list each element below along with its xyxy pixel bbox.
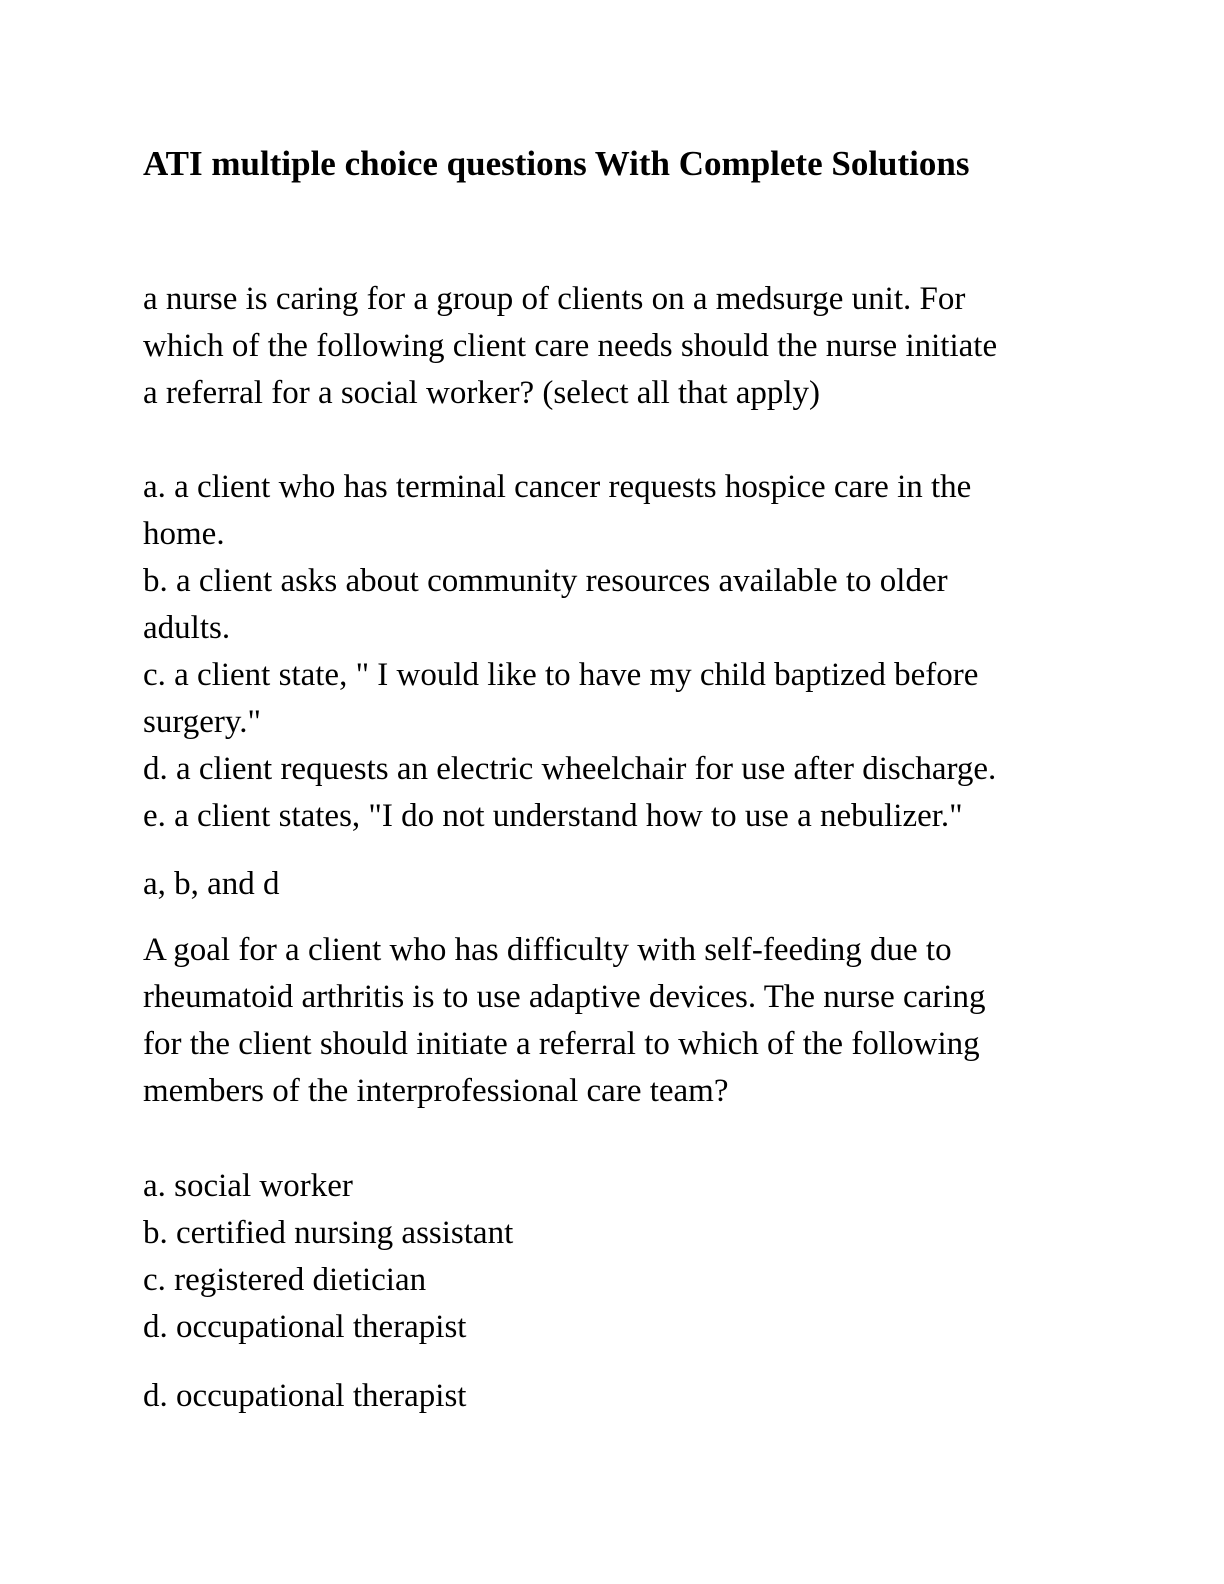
question-1-answer xyxy=(143,861,1083,908)
question-1-prompt-line: a referral for a social worker? (select all that apply) xyxy=(143,375,821,411)
question-2-prompt-line: for the client should initiate a referral to which of the following xyxy=(143,1026,980,1062)
question-1-options xyxy=(143,464,1083,840)
question-1-prompt-line: which of the following client care needs should the nurse initiate xyxy=(143,328,998,364)
question-1-option-line: b. a client asks about community resources available to older xyxy=(143,563,948,599)
question-2-options xyxy=(143,1163,1083,1351)
question-1-option-line: d. a client requests an electric wheelchair for use after discharge. xyxy=(143,751,997,787)
question-1-option-line: e. a client states, "I do not understand how to use a nebulizer." xyxy=(143,798,963,834)
question-2-option-line: d. occupational therapist xyxy=(143,1309,467,1345)
question-2-prompt-line: A goal for a client who has difficulty with self-feeding due to xyxy=(143,932,952,968)
question-2-prompt-line: members of the interprofessional care team? xyxy=(143,1073,729,1109)
question-2-prompt xyxy=(143,927,1083,1115)
question-2-option-line: b. certified nursing assistant xyxy=(143,1215,514,1251)
question-1-prompt-line: a nurse is caring for a group of clients on a medsurge unit. For xyxy=(143,281,966,317)
question-1-prompt xyxy=(143,276,1083,417)
question-2-answer xyxy=(143,1373,1083,1420)
question-2-prompt-line: rheumatoid arthritis is to use adaptive devices. The nurse caring xyxy=(143,979,986,1015)
question-1-option-line: adults. xyxy=(143,610,231,646)
question-1-option-line: a. a client who has terminal cancer requests hospice care in the xyxy=(143,469,972,505)
question-1-option-line: home. xyxy=(143,516,225,552)
question-2-option-line: c. registered dietician xyxy=(143,1262,427,1298)
question-1-option-line: c. a client state, " I would like to have my child baptized before xyxy=(143,657,979,693)
document-title: ATI multiple choice questions With Complete Solutions xyxy=(143,144,970,183)
question-1-option-line: surgery." xyxy=(143,704,261,740)
question-2-answer-text: d. occupational therapist xyxy=(143,1378,467,1414)
question-2-option-line: a. social worker xyxy=(143,1168,353,1204)
question-1-answer-text: a, b, and d xyxy=(143,866,280,902)
